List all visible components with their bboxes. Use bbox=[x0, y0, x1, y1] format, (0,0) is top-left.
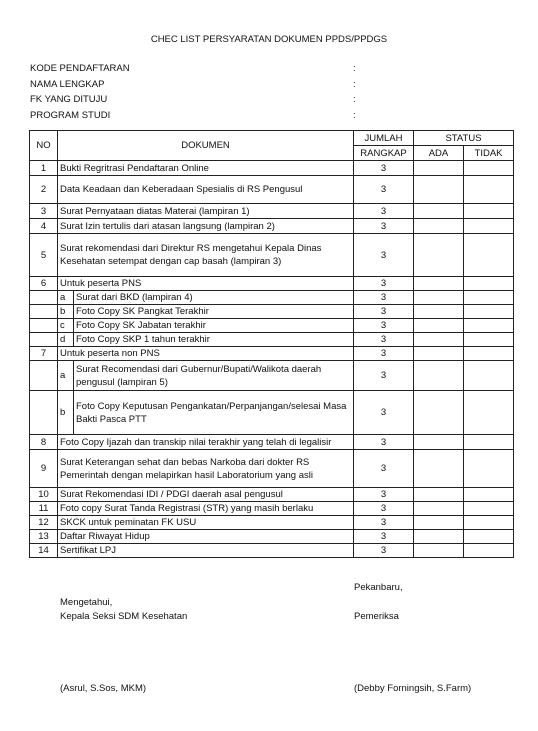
row-letter: b bbox=[58, 305, 74, 319]
row-document: Foto copy Surat Tanda Registrasi (STR) yang masih berlaku bbox=[58, 502, 354, 516]
table-row bbox=[30, 176, 514, 204]
row-no: 1 bbox=[30, 161, 58, 176]
row-rangkap: 3 bbox=[354, 333, 414, 347]
info-row-fk bbox=[30, 92, 373, 108]
document-checklist-table bbox=[29, 130, 514, 558]
row-document: SKCK untuk peminatan FK USU bbox=[58, 516, 354, 530]
checkbox-tidak[interactable] bbox=[464, 176, 514, 204]
checkbox-ada[interactable] bbox=[414, 234, 464, 277]
info-row-prodi bbox=[30, 108, 373, 124]
row-document: Surat Rekomendasi IDI / PDGI daerah asal pengusul bbox=[58, 488, 354, 502]
row-rangkap: 3 bbox=[354, 435, 414, 450]
info-row-nama bbox=[30, 77, 373, 93]
checkbox-tidak[interactable] bbox=[464, 219, 514, 234]
table-row bbox=[30, 361, 514, 391]
row-rangkap: 3 bbox=[354, 361, 414, 391]
table-row bbox=[30, 544, 514, 558]
row-document: Untuk peserta non PNS bbox=[58, 347, 354, 361]
checkbox-ada[interactable] bbox=[414, 530, 464, 544]
checkbox-tidak[interactable] bbox=[464, 277, 514, 291]
checkbox-tidak[interactable] bbox=[464, 319, 514, 333]
row-letter: b bbox=[58, 391, 74, 435]
row-no: 11 bbox=[30, 502, 58, 516]
header-status: STATUS bbox=[414, 131, 514, 146]
table-row bbox=[30, 319, 514, 333]
checkbox-tidak[interactable] bbox=[464, 435, 514, 450]
row-rangkap: 3 bbox=[354, 234, 414, 277]
checkbox-ada[interactable] bbox=[414, 305, 464, 319]
table-row bbox=[30, 347, 514, 361]
row-document: Untuk peserta PNS bbox=[58, 277, 354, 291]
info-colon: : bbox=[353, 78, 356, 90]
checkbox-ada[interactable] bbox=[414, 435, 464, 450]
row-rangkap: 3 bbox=[354, 219, 414, 234]
checkbox-tidak[interactable] bbox=[464, 530, 514, 544]
header-ada: ADA bbox=[414, 146, 464, 161]
row-document: Foto Copy SK Pangkat Terakhir bbox=[74, 305, 354, 319]
signature-left-name: (Asrul, S.Sos, MKM) bbox=[60, 683, 147, 694]
row-rangkap: 3 bbox=[354, 488, 414, 502]
table-row bbox=[30, 219, 514, 234]
row-document: Surat dari BKD (lampiran 4) bbox=[74, 291, 354, 305]
header-no: NO bbox=[30, 131, 58, 161]
info-label: KODE PENDAFTARAN bbox=[30, 63, 130, 74]
info-colon: : bbox=[353, 109, 356, 121]
header-jumlah: JUMLAH bbox=[354, 131, 414, 146]
checkbox-ada[interactable] bbox=[414, 319, 464, 333]
row-no: 8 bbox=[30, 435, 58, 450]
table-row bbox=[30, 161, 514, 176]
table-row bbox=[30, 391, 514, 435]
checkbox-ada[interactable] bbox=[414, 291, 464, 305]
checkbox-ada[interactable] bbox=[414, 176, 464, 204]
signature-left-role: Kepala Seksi SDM Kesehatan bbox=[60, 611, 188, 622]
info-fields bbox=[30, 61, 373, 123]
row-rangkap: 3 bbox=[354, 319, 414, 333]
checkbox-ada[interactable] bbox=[414, 450, 464, 488]
row-rangkap: 3 bbox=[354, 204, 414, 219]
row-no: 14 bbox=[30, 544, 58, 558]
checkbox-tidak[interactable] bbox=[464, 516, 514, 530]
checkbox-tidak[interactable] bbox=[464, 502, 514, 516]
row-document: Bukti Regritrasi Pendaftaran Online bbox=[58, 161, 354, 176]
row-no: 4 bbox=[30, 219, 58, 234]
row-rangkap: 3 bbox=[354, 544, 414, 558]
signature-right-name: (Debby Forningsih, S.Farm) bbox=[354, 683, 472, 694]
row-no: 9 bbox=[30, 450, 58, 488]
table-row bbox=[30, 516, 514, 530]
table-row bbox=[30, 530, 514, 544]
row-letter: c bbox=[58, 319, 74, 333]
page-title: CHEC LIST PERSYARATAN DOKUMEN PPDS/PPDGS bbox=[150, 34, 388, 45]
row-no: 10 bbox=[30, 488, 58, 502]
signature-place: Pekanbaru, bbox=[354, 582, 403, 593]
table-row bbox=[30, 502, 514, 516]
row-document: Surat Keterangan sehat dan bebas Narkoba dari dokter RS Pemerintah dengan melapirkan hasil Laboratorium yang asli bbox=[58, 450, 354, 488]
info-label: NAMA LENGKAP bbox=[30, 78, 105, 90]
table-row bbox=[30, 488, 514, 502]
table-row bbox=[30, 234, 514, 277]
signature-right-role: Pemeriksa bbox=[354, 611, 399, 622]
checkbox-ada[interactable] bbox=[414, 333, 464, 347]
row-document: Foto Copy Ijazah dan transkip nilai terakhir yang telah di legalisir bbox=[58, 435, 354, 450]
row-rangkap: 3 bbox=[354, 391, 414, 435]
checkbox-tidak[interactable] bbox=[464, 347, 514, 361]
checkbox-ada[interactable] bbox=[414, 204, 464, 219]
checkbox-ada[interactable] bbox=[414, 391, 464, 435]
checkbox-tidak[interactable] bbox=[464, 234, 514, 277]
row-no: 3 bbox=[30, 204, 58, 219]
row-document: Surat Pernyataan diatas Materai (lampiran 1) bbox=[58, 204, 354, 219]
checkbox-tidak[interactable] bbox=[464, 361, 514, 391]
row-document: Surat Izin tertulis dari atasan langsung (lampiran 2) bbox=[58, 219, 354, 234]
header-dokumen: DOKUMEN bbox=[58, 131, 354, 161]
checkbox-tidak[interactable] bbox=[464, 544, 514, 558]
checkbox-tidak[interactable] bbox=[464, 291, 514, 305]
table-row bbox=[30, 450, 514, 488]
row-no: 6 bbox=[30, 277, 58, 291]
table-row bbox=[30, 291, 514, 305]
row-rangkap: 3 bbox=[354, 291, 414, 305]
table-row bbox=[30, 204, 514, 219]
table-row bbox=[30, 277, 514, 291]
row-document: Foto Copy SK Jabatan terakhir bbox=[74, 319, 354, 333]
checkbox-tidak[interactable] bbox=[464, 450, 514, 488]
info-colon: : bbox=[353, 94, 356, 105]
checkbox-tidak[interactable] bbox=[464, 391, 514, 435]
row-letter: a bbox=[58, 291, 74, 305]
row-rangkap: 3 bbox=[354, 516, 414, 530]
row-document: Sertifikat LPJ bbox=[58, 544, 354, 558]
checkbox-ada[interactable] bbox=[414, 502, 464, 516]
row-rangkap: 3 bbox=[354, 347, 414, 361]
row-rangkap: 3 bbox=[354, 450, 414, 488]
signature-left-line1: Mengetahui, bbox=[60, 597, 113, 608]
row-rangkap: 3 bbox=[354, 305, 414, 319]
row-no: 12 bbox=[30, 516, 58, 530]
checkbox-ada[interactable] bbox=[414, 277, 464, 291]
row-document: Daftar Riwayat Hidup bbox=[58, 530, 354, 544]
checkbox-ada[interactable] bbox=[414, 347, 464, 361]
row-rangkap: 3 bbox=[354, 277, 414, 291]
table-row bbox=[30, 305, 514, 319]
row-document: Surat Recomendasi dari Gubernur/Bupati/Walikota daerah pengusul (lampiran 5) bbox=[74, 361, 354, 391]
table-row bbox=[30, 333, 514, 347]
row-letter: a bbox=[58, 361, 74, 391]
checkbox-tidak[interactable] bbox=[464, 333, 514, 347]
info-label: FK YANG DITUJU bbox=[30, 94, 108, 105]
row-no: 2 bbox=[30, 176, 58, 204]
row-rangkap: 3 bbox=[354, 176, 414, 204]
row-document: Data Keadaan dan Keberadaan Spesialis di RS Pengusul bbox=[58, 176, 354, 204]
table-row bbox=[30, 435, 514, 450]
checkbox-tidak[interactable] bbox=[464, 161, 514, 176]
row-no: 5 bbox=[30, 234, 58, 277]
checkbox-ada[interactable] bbox=[414, 544, 464, 558]
row-rangkap: 3 bbox=[354, 502, 414, 516]
checkbox-tidak[interactable] bbox=[464, 305, 514, 319]
checkbox-ada[interactable] bbox=[414, 361, 464, 391]
row-no: 7 bbox=[30, 347, 58, 361]
row-rangkap: 3 bbox=[354, 530, 414, 544]
row-document: Foto Copy Keputusan Pengankatan/Perpanjangan/selesai Masa Bakti Pasca PTT bbox=[74, 391, 354, 435]
header-rangkap: RANGKAP bbox=[354, 146, 414, 161]
row-document: Foto Copy SKP 1 tahun terakhir bbox=[74, 333, 354, 347]
checkbox-ada[interactable] bbox=[414, 488, 464, 502]
info-row-kode bbox=[30, 61, 373, 77]
checkbox-tidak[interactable] bbox=[464, 204, 514, 219]
checkbox-ada[interactable] bbox=[414, 161, 464, 176]
checkbox-ada[interactable] bbox=[414, 219, 464, 234]
row-document: Surat rekomendasi dari Direktur RS mengetahui Kepala Dinas Kesehatan setempat dengan cap basah (lampiran 3) bbox=[58, 234, 354, 277]
row-no: 13 bbox=[30, 530, 58, 544]
checkbox-ada[interactable] bbox=[414, 516, 464, 530]
info-colon: : bbox=[353, 63, 356, 74]
header-tidak: TIDAK bbox=[464, 146, 514, 161]
checkbox-tidak[interactable] bbox=[464, 488, 514, 502]
info-label: PROGRAM STUDI bbox=[30, 109, 111, 121]
row-letter: d bbox=[58, 333, 74, 347]
row-rangkap: 3 bbox=[354, 161, 414, 176]
